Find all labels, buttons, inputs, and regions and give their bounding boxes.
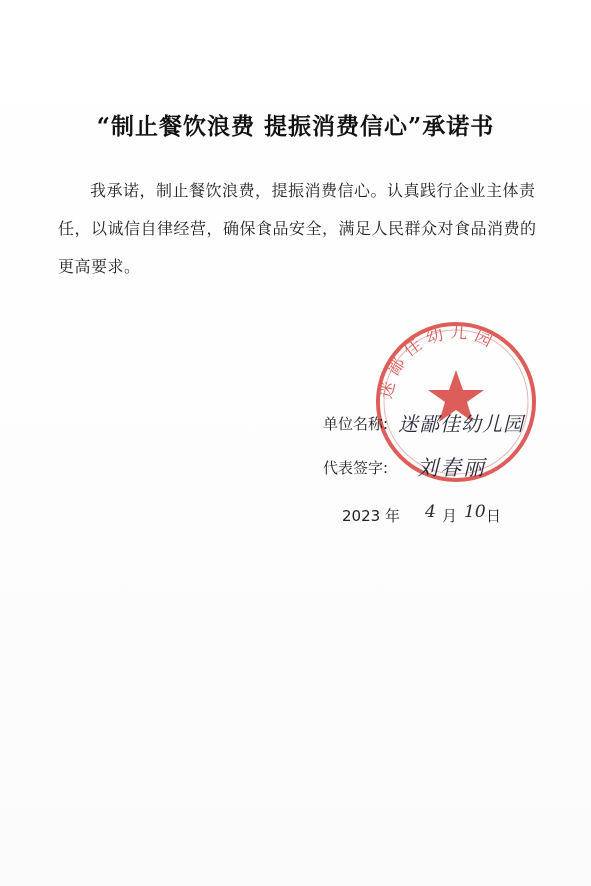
org-name-label: 单位名称: bbox=[323, 415, 389, 433]
svg-text:迷鄙佳幼儿园 bbox=[376, 322, 500, 400]
representative-label: 代表签字: bbox=[323, 459, 389, 477]
day-unit: 日 bbox=[486, 507, 502, 525]
month-unit: 月 bbox=[442, 507, 458, 525]
document-title: “制止餐饮浪费 提振消费信心”承诺书 bbox=[96, 113, 495, 140]
pledge-body: 我承诺，制止餐饮浪费，提振消费信心。认真践行企业主体责任，以诚信自律经营，确保食品安全，满足人民群众对食品消费的更高要求。 bbox=[58, 181, 537, 276]
date-month-handwritten: 4 bbox=[425, 502, 436, 522]
seal-text: 迷鄙佳幼儿园 bbox=[376, 322, 501, 401]
org-name-handwritten: 迷鄙佳幼儿园 bbox=[398, 412, 524, 436]
representative-signature: 刘春丽 bbox=[417, 456, 486, 480]
date-day-handwritten: 10 bbox=[464, 502, 486, 522]
date-year: 2023 年 bbox=[342, 507, 400, 525]
